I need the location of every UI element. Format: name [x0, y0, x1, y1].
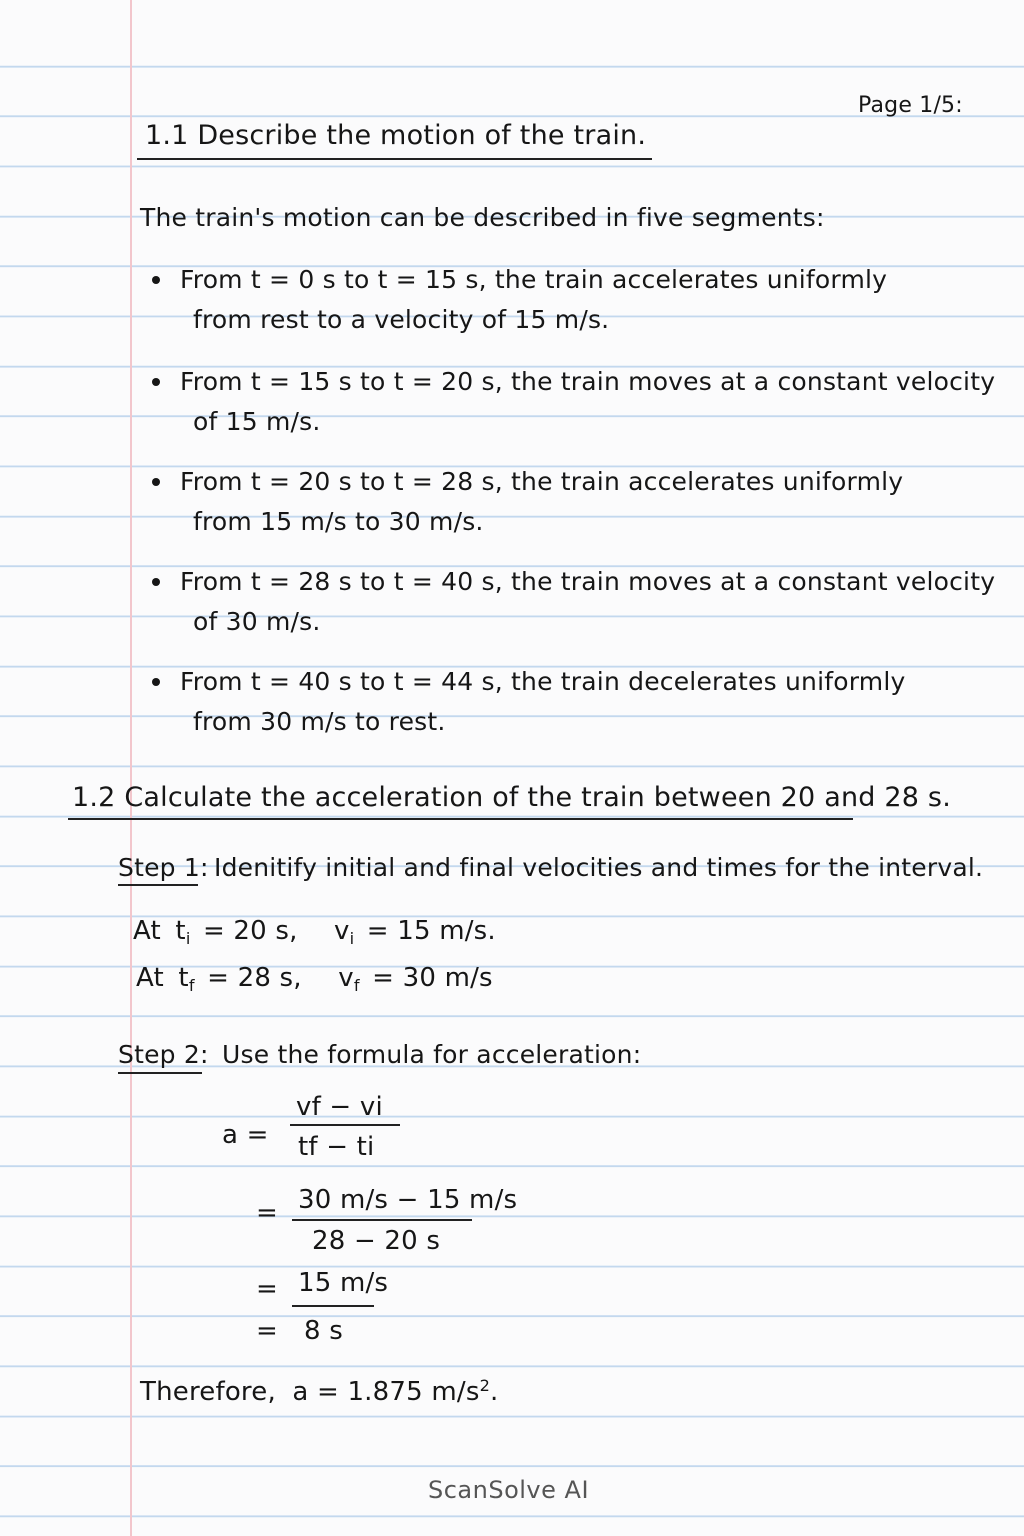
- fraction-bar: [290, 1124, 400, 1126]
- bullet-dot: [152, 678, 160, 686]
- final-values: At $t_f = 28$ s, $v_f = 30$ m/s: [136, 963, 493, 995]
- bullet-line: From t = 20 s to t = 28 s, the train accelerates uniformly: [180, 467, 904, 496]
- formula-lhs: a =: [222, 1120, 269, 1150]
- equals-sign: =: [256, 1316, 278, 1346]
- simplified-numerator: 15 m/s: [298, 1268, 389, 1298]
- bullet-line: From t = 0 s to t = 15 s, the train accelerates uniformly: [180, 265, 888, 294]
- bullet-dot: [152, 276, 160, 284]
- intro-text: The train's motion can be described in five segments:: [140, 203, 825, 232]
- step-label: Step 2:: [118, 1040, 209, 1069]
- formula-numerator: vf − vi: [296, 1092, 383, 1122]
- conclusion: Therefore, a = 1.875 $m/s^2$.: [140, 1376, 499, 1407]
- step-text: Idenitify initial and final velocities and times for the interval.: [214, 853, 984, 882]
- heading-underline: [68, 818, 853, 820]
- bullet-line: From t = 28 s to t = 40 s, the train moves at a constant velocity: [180, 567, 996, 596]
- equals-sign: =: [256, 1198, 278, 1228]
- bullet-line: From t = 15 s to t = 20 s, the train moves at a constant velocity: [180, 367, 996, 396]
- substituted-numerator: 30 m/s − 15 m/s: [298, 1185, 518, 1215]
- page-label: Page 1/5:: [858, 93, 963, 118]
- question-heading-1-1: 1.1 Describe the motion of the train.: [145, 120, 647, 151]
- heading-underline: [137, 158, 652, 160]
- bullet-line: from 15 m/s to 30 m/s.: [193, 507, 484, 536]
- fraction-bar: [292, 1219, 472, 1221]
- bullet-line: of 30 m/s.: [193, 607, 321, 636]
- step-text: Use the formula for acceleration:: [222, 1040, 642, 1069]
- question-heading-1-2: 1.2 Calculate the acceleration of the train between 20 and 28 s.: [72, 782, 951, 813]
- initial-values: At $t_i = 20$ s, $v_i = 15$ m/s.: [133, 916, 496, 948]
- footer-brand: ScanSolve AI: [428, 1476, 590, 1504]
- step-label-underline: [118, 884, 198, 886]
- equals-sign: =: [256, 1274, 278, 1304]
- substituted-denominator: 28 − 20 s: [312, 1226, 441, 1256]
- bullet-line: from rest to a velocity of 15 m/s.: [193, 305, 610, 334]
- simplified-denominator: 8 s: [304, 1316, 343, 1346]
- bullet-dot: [152, 578, 160, 586]
- step-label-underline: [118, 1072, 202, 1074]
- fraction-bar: [292, 1305, 374, 1307]
- bullet-line: of 15 m/s.: [193, 407, 321, 436]
- bullet-line: from 30 m/s to rest.: [193, 707, 446, 736]
- bullet-dot: [152, 378, 160, 386]
- bullet-dot: [152, 478, 160, 486]
- bullet-line: From t = 40 s to t = 44 s, the train decelerates uniformly: [180, 667, 906, 696]
- formula-denominator: tf − ti: [298, 1132, 375, 1162]
- step-label: Step 1:: [118, 853, 209, 882]
